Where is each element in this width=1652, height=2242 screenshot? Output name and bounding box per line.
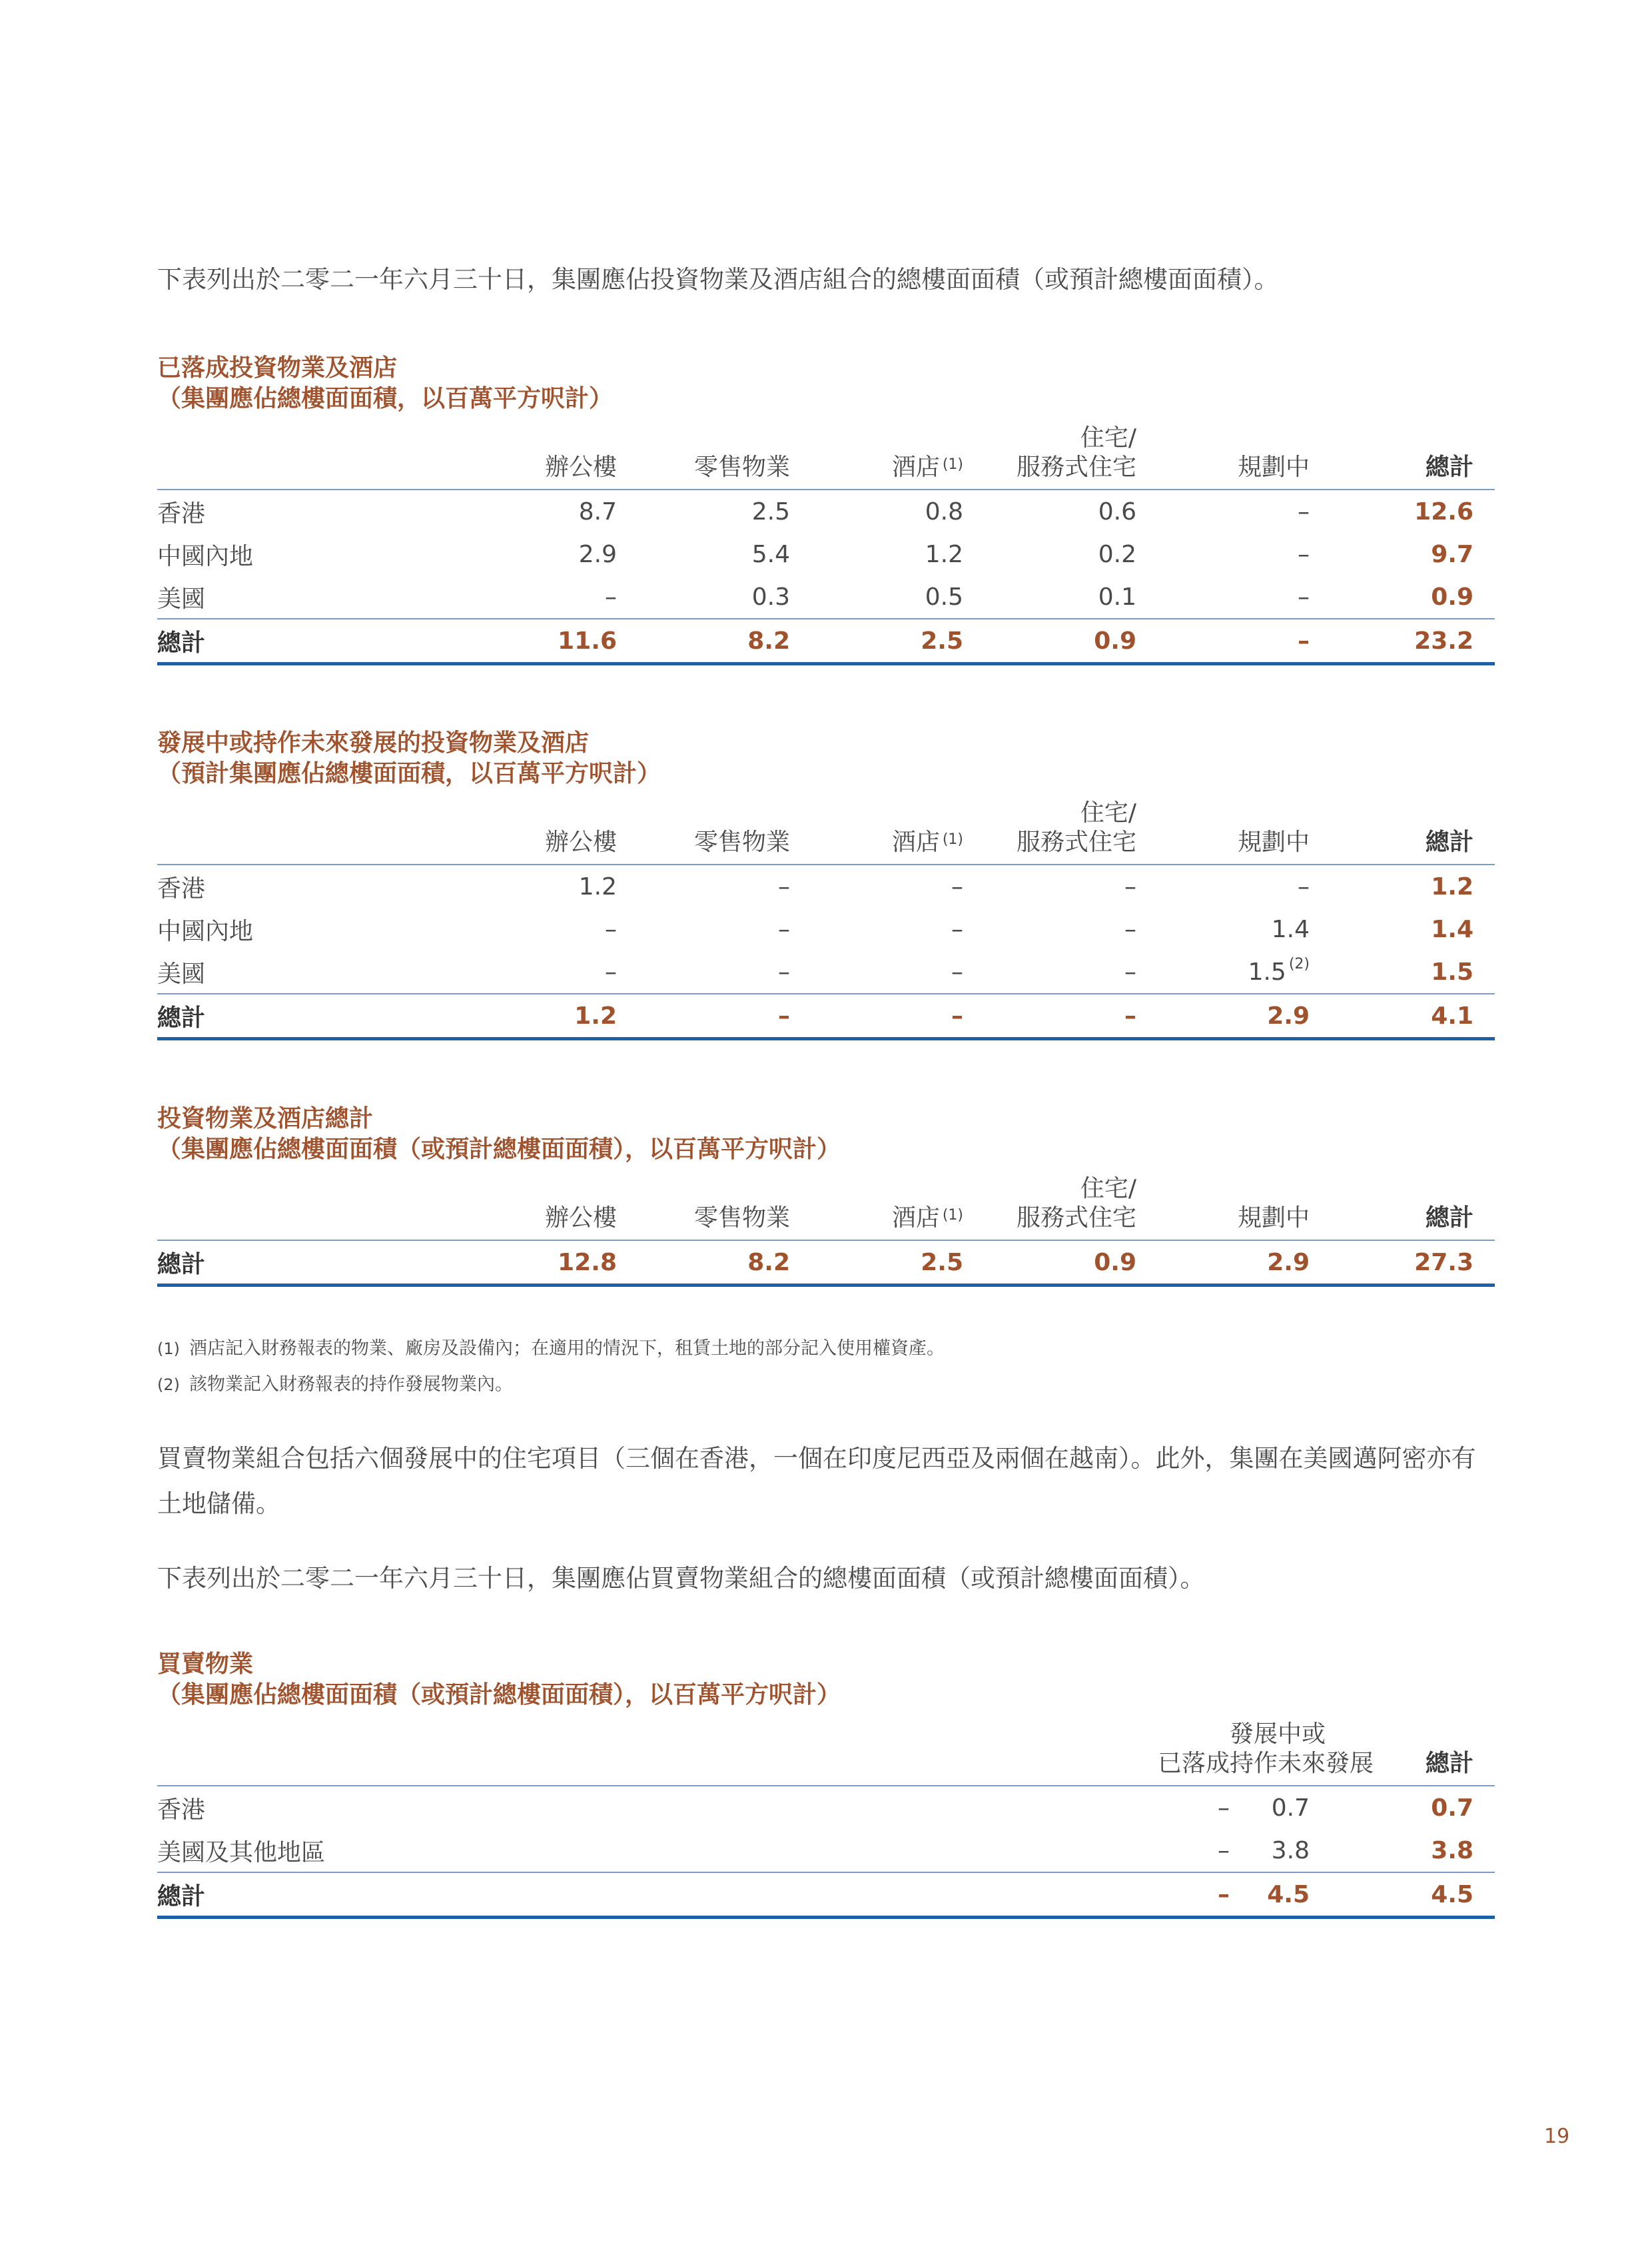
col-office: 辦公樓 [544, 829, 617, 856]
intro-paragraph: 下表列出於二零二一年六月三十日，集團應佔投資物業及酒店組合的總樓面面積（或預計總樓面面積）。 [157, 265, 1279, 294]
cell-residential: 0.2 [1098, 540, 1136, 568]
row-label: 總計 [157, 629, 206, 657]
table2-title-line2: （預計集團應佔總樓面面積，以百萬平方呎計） [157, 760, 661, 787]
cell-retail: – [778, 1002, 790, 1030]
table4-header-row [157, 1720, 1495, 1786]
cell-office: – [605, 915, 617, 943]
trading-intro-paragraph: 下表列出於二零二一年六月三十日，集團應佔買賣物業組合的總樓面面積（或預計總樓面面積）。 [157, 1564, 1205, 1593]
cell-retail: 8.2 [747, 1248, 790, 1276]
cell-planning: – [1298, 498, 1310, 526]
col-retail: 零售物業 [693, 829, 790, 856]
table1-title [157, 353, 613, 414]
cell-hotel: – [951, 915, 963, 943]
table-row [157, 575, 1495, 619]
cell-total: 3.8 [1431, 1836, 1473, 1864]
table4-title [157, 1649, 841, 1710]
total-row [157, 994, 1495, 1039]
row-label: 美國 [157, 960, 206, 988]
cell-office: 11.6 [558, 627, 617, 655]
footnote-ref: (1) [942, 456, 963, 473]
footnotes [157, 1331, 945, 1403]
cell-retail: – [778, 873, 790, 901]
cell-planning: – [1298, 627, 1310, 655]
row-label: 總計 [157, 1004, 206, 1032]
cell-retail: 0.3 [751, 583, 790, 611]
total-row [157, 1240, 1495, 1286]
row-label: 香港 [157, 500, 206, 528]
cell-retail: – [778, 915, 790, 943]
cell-total: 12.6 [1414, 498, 1473, 526]
cell-total: 9.7 [1431, 540, 1473, 568]
cell-residential: – [1124, 1002, 1136, 1030]
table3-title-line1: 投資物業及酒店總計 [157, 1105, 374, 1132]
row-label: 美國 [157, 585, 206, 613]
table4-title-line1: 買賣物業 [157, 1651, 254, 1678]
cell-office: – [605, 583, 617, 611]
table1-header-row [157, 424, 1495, 490]
table-row [157, 908, 1495, 950]
col-hotel: 酒店 $^{(1)}$ [891, 829, 963, 856]
col-completed: 已落成 [1157, 1750, 1230, 1777]
cell-hotel: 0.5 [925, 583, 963, 611]
table-row [157, 533, 1495, 575]
row-label: 香港 [157, 875, 206, 903]
cell-hotel: 2.5 [921, 627, 963, 655]
col-residential: 住宅/ 服務式住宅 [1016, 424, 1136, 481]
cell-hotel: – [951, 873, 963, 901]
cell-planning: – [1298, 873, 1310, 901]
cell-residential: 0.1 [1098, 583, 1136, 611]
footnote-ref: (1) [942, 831, 963, 848]
cell-planning: – [1298, 583, 1310, 611]
cell-developing: 3.8 [1271, 1836, 1310, 1864]
table-row [157, 1829, 1495, 1872]
footnote-1: (1) 酒店記入財務報表的物業、廠房及設備內；在適用的情況下，租賃土地的部分記入使用權資產。 [157, 1338, 945, 1359]
cell-retail: 5.4 [751, 540, 790, 568]
col-total: 總計 [1425, 1204, 1473, 1232]
cell-planning: 1.4 [1271, 915, 1310, 943]
table2-title-line1: 發展中或持作未來發展的投資物業及酒店 [157, 729, 590, 757]
table-row [157, 950, 1495, 994]
col-total: 總計 [1425, 454, 1473, 481]
cell-hotel: 1.2 [925, 540, 963, 568]
cell-developing: 0.7 [1271, 1794, 1310, 1822]
col-retail: 零售物業 [693, 454, 790, 481]
cell-completed: – [1218, 1794, 1230, 1822]
col-hotel: 酒店 $^{(1)}$ [891, 454, 963, 481]
col-planning: 規劃中 [1237, 1204, 1310, 1232]
col-planning: 規劃中 [1237, 829, 1310, 856]
cell-total: 4.1 [1431, 1002, 1473, 1030]
total-row [157, 1872, 1495, 1918]
cell-hotel: – [951, 1002, 963, 1030]
cell-hotel: 0.8 [925, 498, 963, 526]
cell-completed: – [1218, 1836, 1230, 1864]
cell-total: 4.5 [1431, 1880, 1473, 1908]
cell-planning: 2.9 [1267, 1002, 1310, 1030]
cell-completed: – [1218, 1880, 1230, 1908]
cell-retail: 8.2 [747, 627, 790, 655]
cell-developing: 4.5 [1267, 1880, 1310, 1908]
cell-office: 8.7 [578, 498, 617, 526]
cell-planning: 1.5 $^{(2)}$ [1248, 955, 1310, 986]
table2-title [157, 728, 661, 789]
cell-office: 2.9 [578, 540, 617, 568]
trading-properties-paragraph: 買賣物業組合包括六個發展中的住宅項目（三個在香港，一個在印度尼西亞及兩個在越南）。此外，集團在美國邁阿密亦有土地儲備。 [157, 1444, 1476, 1518]
col-residential: 住宅/ 服務式住宅 [1016, 799, 1136, 856]
table3-header-row [157, 1174, 1495, 1240]
table2-developing-investment [157, 799, 1495, 1040]
table3-investment-total [157, 1174, 1495, 1287]
table3-title-line2: （集團應佔總樓面面積（或預計總樓面面積），以百萬平方呎計） [157, 1136, 841, 1163]
table1-completed-investment [157, 424, 1495, 665]
footnote-ref: (2) [1288, 955, 1310, 972]
table-row [157, 490, 1495, 533]
page-number: 19 [1544, 2125, 1570, 2148]
cell-retail: – [778, 958, 790, 986]
cell-total: 1.5 [1431, 958, 1473, 986]
cell-residential: – [1124, 873, 1136, 901]
cell-total: 1.4 [1431, 915, 1473, 943]
row-label: 香港 [157, 1796, 206, 1824]
cell-hotel: – [951, 958, 963, 986]
col-office: 辦公樓 [544, 454, 617, 481]
table-row [157, 1786, 1495, 1829]
row-label: 美國及其他地區 [157, 1838, 326, 1866]
col-residential: 住宅/ 服務式住宅 [1016, 1175, 1136, 1232]
cell-residential: – [1124, 958, 1136, 986]
col-developing: 發展中或 持作未來發展 [1230, 1720, 1374, 1777]
footnote-ref: (1) [942, 1207, 963, 1224]
row-label: 中國內地 [157, 917, 254, 945]
table1-title-line2: （集團應佔總樓面面積，以百萬平方呎計） [157, 385, 614, 412]
cell-total: 0.7 [1431, 1794, 1473, 1822]
row-label: 總計 [157, 1882, 206, 1910]
cell-total: 23.2 [1414, 627, 1473, 655]
col-total: 總計 [1425, 829, 1473, 856]
col-hotel: 酒店 $^{(1)}$ [891, 1204, 963, 1232]
cell-residential: 0.9 [1094, 1248, 1136, 1276]
cell-total: 27.3 [1414, 1248, 1473, 1276]
cell-planning: 2.9 [1267, 1248, 1310, 1276]
table-row [157, 865, 1495, 908]
col-office: 辦公樓 [544, 1204, 617, 1232]
cell-residential: – [1124, 915, 1136, 943]
col-retail: 零售物業 [693, 1204, 790, 1232]
col-planning: 規劃中 [1237, 454, 1310, 481]
cell-total: 1.2 [1431, 873, 1473, 901]
cell-residential: 0.9 [1094, 627, 1136, 655]
cell-retail: 2.5 [751, 498, 790, 526]
cell-hotel: 2.5 [921, 1248, 963, 1276]
cell-office: 12.8 [558, 1248, 617, 1276]
table2-header-row [157, 799, 1495, 865]
row-label: 總計 [157, 1250, 206, 1278]
table1-title-line1: 已落成投資物業及酒店 [157, 354, 398, 382]
cell-office: 1.2 [574, 1002, 617, 1030]
cell-residential: 0.6 [1098, 498, 1136, 526]
cell-office: 1.2 [578, 873, 617, 901]
row-label: 中國內地 [157, 542, 254, 570]
cell-planning: – [1298, 540, 1310, 568]
table4-trading-properties [157, 1720, 1495, 1919]
cell-total: 0.9 [1431, 583, 1473, 611]
table4-title-line2: （集團應佔總樓面面積（或預計總樓面面積），以百萬平方呎計） [157, 1681, 841, 1708]
table3-title [157, 1104, 841, 1165]
col-total: 總計 [1425, 1750, 1473, 1777]
total-row [157, 619, 1495, 664]
footnote-2: (2) 該物業記入財務報表的持作發展物業內。 [157, 1374, 513, 1395]
cell-office: – [605, 958, 617, 986]
